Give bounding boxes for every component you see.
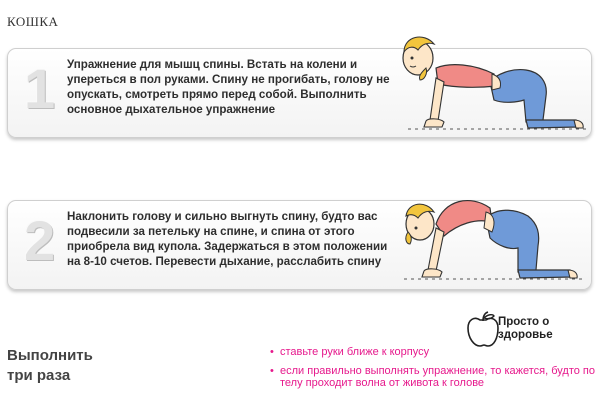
logo-line-2: здоровье (498, 329, 553, 341)
logo-text (498, 316, 553, 342)
step-text: Упражнение для мышц спины. Встать на колени и упереться в пол руками. Спину не прогибать, голову не опускать, смотреть прямо перед собой. Выполнить основное дыхательное упражнение (67, 58, 390, 116)
tip-bullet: • (270, 364, 274, 377)
page-title: КОШКА (7, 14, 59, 29)
cat-pose-arched-illustration (378, 176, 588, 288)
tip-text: если правильно выполнять упражнение, то кажется, будто по телу проходит волна от живота к голове (280, 364, 595, 389)
tips-list (270, 346, 595, 396)
tip-bullet: • (270, 346, 274, 358)
cat-pose-flat-illustration (378, 24, 588, 140)
tip-item (270, 365, 595, 390)
repeat-instruction (7, 346, 93, 386)
tip-text: ставьте руки ближе к корпусу (280, 346, 430, 358)
tip-item (270, 346, 595, 359)
repeat-line-2: три раза (7, 367, 71, 384)
logo-line-1: Просто о (498, 316, 550, 328)
step-text: Наклонить голову и сильно выгнуть спину, будто вас подвесили за петельку на спине, и спина от этого приобрела вид купола. Задержаться в этом положении на 8-10 счетов. Перевести дыхание, расслабить спину (67, 210, 388, 268)
repeat-line-1: Выполнить (7, 347, 93, 364)
step-number: 2 (24, 209, 56, 272)
step-number: 1 (24, 57, 56, 120)
